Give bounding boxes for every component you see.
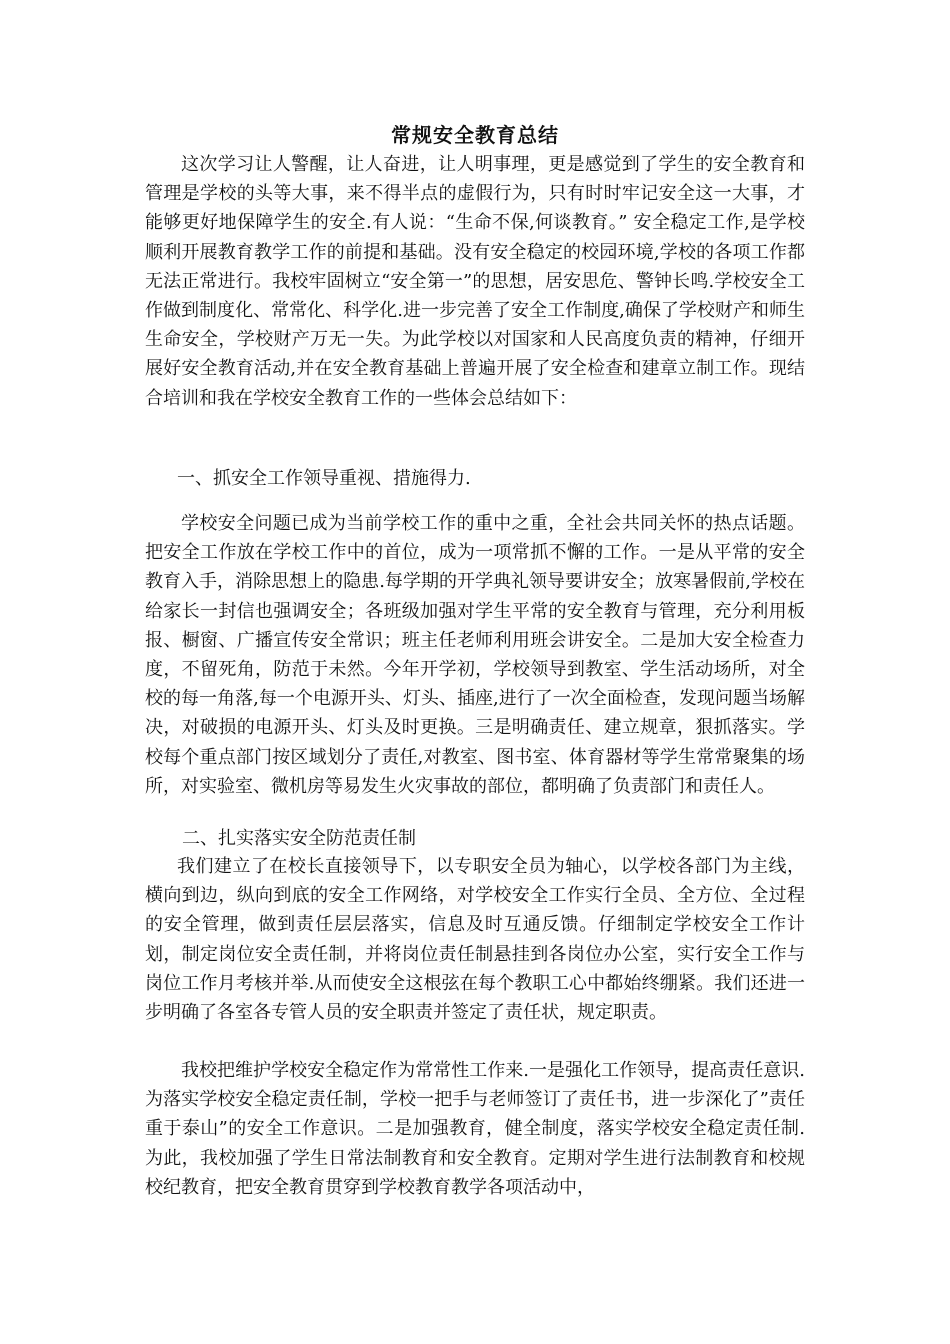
section-1-paragraph: 学校安全问题已成为当前学校工作的重中之重，全社会共同关怀的热点话题。把安全工作放在学校工作中的首位，成为一项常抓不懈的工作。一是从平常的安全教育入手，消除思想上的隐患.每学期的开学典礼领导要讲安全；放寒暑假前,学校在给家长一封信也强调安全；各班级加强对学生平常的安全教育与管理，充分利用板报、橱窗、广播宣传安全常识；班主任老师利用班会讲安全。二是加大安全检查力度，不留死角，防范于未然。今年开学初，学校领导到教室、学生活动场所，对全校的每一角落,每一个电源开头、灯头、插座,进行了一次全面检查，发现问题当场解决，对破损的电源开头、灯头及时更换。三是明确责任、建立规章，狠抓落实。学校每个重点部门按区域划分了责任,对教室、图书室、体育器材等学生常常聚集的场所，对实验室、微机房等易发生火灾事故的部位，都明确了负责部门和责任人。 bbox=[145, 513, 805, 797]
document-title: 常规安全教育总结 bbox=[391, 123, 559, 147]
section-2-paragraph-b: 我校把维护学校安全稳定作为常常性工作来.一是强化工作领导，提高责任意识.为落实学校安全稳定责任制，学校一把手与老师签订了责任书，进一步深化了”责任重于泰山”的安全工作意识。二是加强教育，健全制度，落实学校安全稳定责任制.为此，我校加强了学生日常法制教育和安全教育。定期对学生进行法制教育和校规校纪教育，把安全教育贯穿到学校教育教学各项活动中， bbox=[145, 1060, 805, 1198]
intro-paragraph: 这次学习让人警醒，让人奋进，让人明事理，更是感觉到了学生的安全教育和管理是学校的头等大事，来不得半点的虚假行为，只有时时牢记安全这一大事，才能够更好地保障学生的安全.有人说：“生命不保,何谈教育。” 安全稳定工作,是学校顺利开展教育教学工作的前提和基础。没有安全稳定的校园环境,学校的各项工作都无法正常进行。我校牢固树立“安全第一”的思想，居安思危、警钟长鸣.学校安全工作做到制度化、常常化、科学化.进一步完善了安全工作制度,确保了学校财产和师生生命安全，学校财产万无一失。为此学校以对国家和人民高度负责的精神，仔细开展好安全教育活动,并在安全教育基础上普遍开展了安全检查和建章立制工作。现结合培训和我在学校安全教育工作的一些体会总结如下： bbox=[145, 154, 805, 409]
section-2-paragraph-a: 我们建立了在校长直接领导下，以专职安全员为轴心，以学校各部门为主线，横向到边，纵向到底的安全工作网络，对学校安全工作实行全员、全方位、全过程的安全管理，做到责任层层落实，信息及时互通反馈。仔细制定学校安全工作计划，制定岗位安全责任制，并将岗位责任制悬挂到各岗位办公室，实行安全工作与岗位工作月考核并举.从而使安全这根弦在每个教职工心中都始终绷紧。我们还进一步明确了各室各专管人员的安全职责并签定了责任状，规定职责。 bbox=[145, 856, 805, 1024]
section-heading-1: 一、抓安全工作领导重视、措施得力. bbox=[177, 468, 471, 489]
section-heading-2: 二、扎实落实安全防范责任制 bbox=[182, 828, 416, 849]
